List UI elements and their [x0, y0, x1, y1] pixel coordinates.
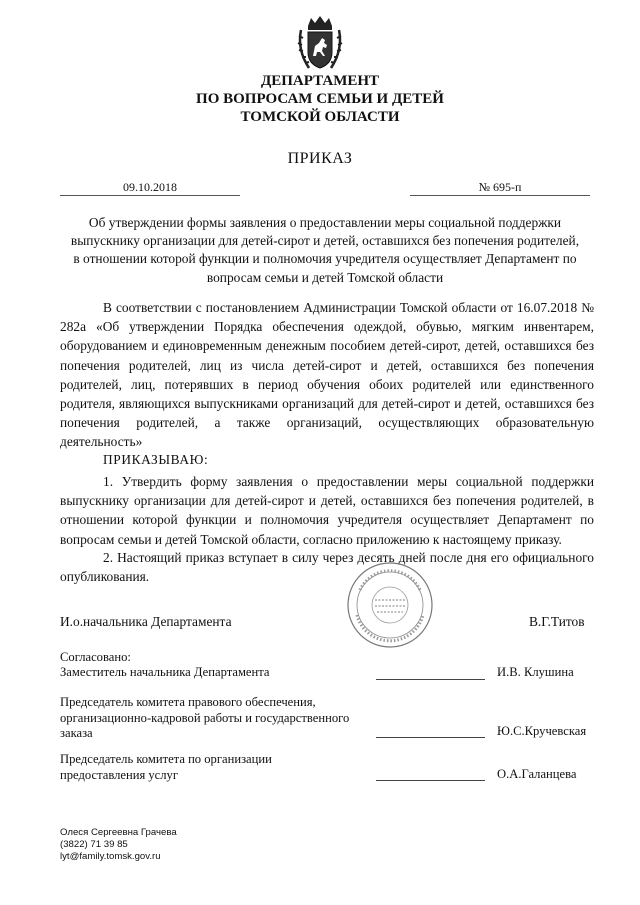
department-name-line2: ПО ВОПРОСАМ СЕМЬИ И ДЕТЕЙ — [196, 91, 444, 107]
approval-position-line: предоставления услуг — [60, 767, 179, 782]
executor-contact — [60, 827, 177, 863]
official-stamp-icon — [345, 560, 435, 650]
order-word: ПРИКАЗЫВАЮ: — [103, 452, 209, 467]
order-title: ПРИКАЗ — [287, 150, 353, 167]
order-item-1: 1. Утвердить форму заявления о предоставлении меры социальной поддержки выпускнику организации для детей-сирот и детей, оставшихся без попечения родителей, в отношении которой функции и полномочия учредителя осуществляет Департамент по вопросам семьи и детей Томской области, согласно приложению к настоящему приказу. — [60, 474, 594, 547]
subject-line: выпускнику организации для детей-сирот и детей, оставшихся без попечения родителей, — [70, 233, 580, 249]
approval-position — [60, 752, 370, 783]
approval-position-line: Председатель комитета правового обеспечения, — [60, 695, 316, 709]
subject-line: Об утверждении формы заявления о предоставлении меры социальной поддержки — [88, 215, 562, 230]
department-name-line3: ТОМСКОЙ ОБЛАСТИ — [240, 109, 400, 125]
signatory-position: И.о.начальника Департамента — [60, 614, 232, 629]
approval-position-line: заказа — [60, 726, 93, 741]
executor-phone: (3822) 71 39 85 — [60, 839, 128, 850]
approval-position — [60, 695, 380, 742]
executor-email: lyt@family.tomsk.gov.ru — [60, 851, 161, 862]
signature-line — [376, 679, 485, 680]
subject-line: вопросам семьи и детей Томской области — [206, 269, 444, 285]
approval-position-line: Заместитель начальника Департамента — [60, 665, 270, 679]
approver-name: Ю.С.Кручевская — [497, 724, 587, 738]
department-name-line1: ДЕПАРТАМЕНТ — [260, 73, 380, 89]
approver-name: О.А.Галанцева — [497, 767, 577, 781]
order-date: 09.10.2018 — [60, 180, 240, 196]
signature-line — [376, 780, 485, 781]
approver-name: И.В. Клушина — [497, 665, 574, 679]
approval-position-line: Председатель комитета по организации — [60, 752, 272, 766]
tomsk-coat-of-arms-icon — [295, 16, 345, 72]
order-number: № 695-п — [410, 180, 590, 196]
approvals-heading: Согласовано: — [60, 650, 131, 664]
signatory-name: В.Г.Титов — [529, 614, 585, 629]
order-item-2: 2. Настоящий приказ вступает в силу через десять дней после дня его официального опубликования. — [60, 550, 594, 585]
approval-position — [60, 665, 370, 681]
signature-line — [376, 737, 485, 738]
executor-name: Олеся Сергеевна Грачева — [60, 827, 177, 838]
subject-line: в отношении которой функции и полномочия учредителя осуществляет Департамент по — [73, 251, 577, 267]
preamble-paragraph: В соответствии с постановлением Администрации Томской области от 16.07.2018 № 282а «Об утверждении Порядка обеспечения одеждой, обувью, мягким инвентарем, оборудованием и единовременным денежным пособием детей-сирот, детей, оставшихся без попечения родителей, лиц из числа детей-сирот и детей, оставшихся без попечения родителей, лиц, потерявших в период обучения обоих родителей или единственного родителя, являющихся выпускниками организаций для детей-сирот и детей, оставшихся без попечения родителей, а также организаций, осуществляющих образовательную деятельность» — [60, 300, 594, 450]
order-subject — [60, 214, 590, 287]
approval-position-line: организационно-кадровой работы и государственного — [60, 710, 350, 725]
